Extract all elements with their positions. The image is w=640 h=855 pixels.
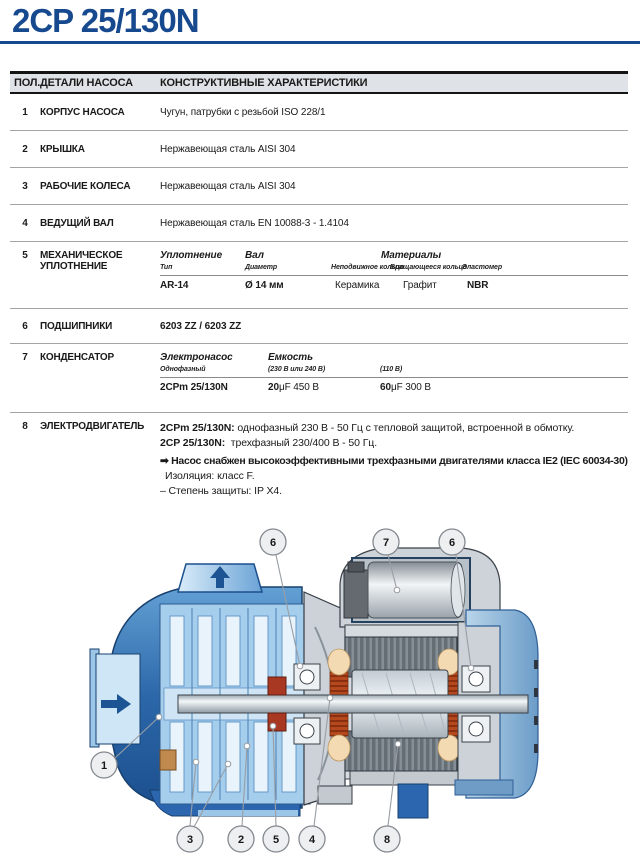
row-number: 8 bbox=[22, 421, 28, 432]
voltage-110-subheader: (110 В) bbox=[380, 366, 403, 373]
elastomer-subheader: Эластомер bbox=[462, 264, 503, 271]
table-row-bearings bbox=[10, 309, 628, 344]
title-underline bbox=[0, 41, 640, 44]
part-characteristics: Нержавеющая сталь EN 10088-3 - 1.4104 bbox=[160, 217, 349, 229]
drain-plug bbox=[160, 750, 176, 770]
diameter-subheader: Диаметр bbox=[245, 264, 278, 271]
row-number: 1 bbox=[22, 106, 28, 118]
table-row-cover bbox=[10, 131, 628, 168]
row-number: 6 bbox=[22, 320, 28, 332]
part-name: ЭЛЕКТРОДВИГАТЕЛЬ bbox=[40, 421, 145, 432]
motor-three-phase-line bbox=[160, 436, 628, 451]
row-number: 7 bbox=[22, 352, 28, 363]
rotating-ring-subheader: Вращающееся кольцо bbox=[390, 264, 467, 271]
callout-motor: 8 bbox=[383, 834, 391, 846]
part-characteristics: Нержавеющая сталь AISI 304 bbox=[160, 143, 296, 155]
capacity-230-value bbox=[268, 382, 319, 393]
voltage-230-subheader: (230 В или 240 В) bbox=[268, 366, 326, 373]
pump-shaft bbox=[178, 695, 528, 713]
subtable-divider bbox=[160, 377, 628, 378]
part-name: МЕХАНИЧЕСКОЕ УПЛОТНЕНИЕ bbox=[40, 250, 123, 272]
motor-model-three: 2CP 25/130N: bbox=[160, 437, 226, 449]
shaft-header: Вал bbox=[245, 250, 264, 261]
motor-insulation-line: Изоляция: класс F. bbox=[165, 470, 255, 482]
motor-three-text: трехфазный 230/400 В - 50 Гц. bbox=[230, 437, 378, 449]
table-row-capacitor bbox=[10, 344, 628, 413]
table-header-row bbox=[10, 71, 628, 94]
motor-note-text: Насос снабжен высокоэффективными трехфазными двигателями класса IE2 (IEC 60034-30) bbox=[171, 455, 628, 467]
part-name: КРЫШКА bbox=[40, 143, 85, 155]
table-row-impellers bbox=[10, 168, 628, 205]
mechanical-seal-top bbox=[268, 677, 286, 695]
capacitor-subtable bbox=[160, 352, 628, 406]
subtable-divider bbox=[160, 275, 628, 276]
table-row-shaft bbox=[10, 205, 628, 242]
row-number: 5 bbox=[22, 250, 28, 261]
shaft-diameter-value: Ø 14 мм bbox=[245, 280, 284, 291]
bracket-foot bbox=[318, 786, 352, 804]
pump-model-value: 2CPm 25/130N bbox=[160, 382, 228, 393]
arrow-right-icon: ➡ bbox=[160, 455, 169, 467]
page-title: 2CP 25/130N bbox=[12, 2, 199, 39]
callout-seal: 5 bbox=[272, 834, 280, 846]
fan-cover-base bbox=[455, 780, 513, 795]
motor-description bbox=[160, 421, 628, 499]
seal-header: Уплотнение bbox=[160, 250, 223, 261]
col-header-position: ПОЛ. bbox=[14, 77, 41, 89]
pump-base-strip bbox=[198, 810, 298, 816]
rotating-ring-value: Графит bbox=[403, 280, 437, 291]
seal-subtable bbox=[160, 250, 628, 306]
part-name: КОРПУС НАСОСА bbox=[40, 106, 125, 118]
callout-shaft: 4 bbox=[308, 834, 316, 846]
motor-efficiency-note bbox=[160, 454, 628, 469]
part-name: РАБОЧИЕ КОЛЕСА bbox=[40, 180, 131, 192]
stationary-ring-subheader: Неподвижное кольцо bbox=[331, 264, 404, 271]
callout-bearing-left: 6 bbox=[269, 537, 277, 549]
part-name: КОНДЕНСАТОР bbox=[40, 352, 114, 363]
materials-header: Материалы bbox=[380, 250, 442, 261]
callout-impellers: 3 bbox=[186, 834, 194, 846]
motor-protection-line: – Степень защиты: IP X4. bbox=[160, 485, 282, 497]
capacity-230-number: 20 bbox=[268, 382, 279, 393]
motor-foot bbox=[398, 784, 428, 818]
capacitor-cylinder bbox=[368, 562, 462, 618]
row-number: 4 bbox=[22, 217, 28, 229]
stationary-ring-value: Керамика bbox=[335, 280, 380, 291]
terminal-block bbox=[344, 570, 368, 618]
seal-type-value: AR-14 bbox=[160, 280, 189, 291]
terminal-block-top bbox=[348, 562, 364, 572]
part-name: ПОДШИПНИКИ bbox=[40, 320, 113, 332]
single-phase-subheader: Однофазный bbox=[160, 366, 206, 373]
motor-single-phase-line bbox=[160, 421, 628, 436]
row-number: 2 bbox=[22, 143, 28, 155]
part-characteristics: Нержавеющая сталь AISI 304 bbox=[160, 180, 296, 192]
capacity-230-unit: μF 450 В bbox=[278, 382, 319, 393]
capacity-110-value bbox=[380, 382, 431, 393]
capacity-header: Емкость bbox=[268, 352, 313, 363]
table-row-mechanical-seal bbox=[10, 242, 628, 309]
electropump-header: Электронасос bbox=[160, 352, 233, 363]
pump-cross-section-diagram bbox=[0, 492, 640, 855]
parts-table bbox=[10, 71, 628, 513]
callout-bearing-right: 6 bbox=[448, 537, 456, 549]
capacity-110-number: 60 bbox=[380, 382, 391, 393]
motor-single-text: однофазный 230 В - 50 Гц с тепловой защитой, встроенной в обмотку. bbox=[237, 422, 575, 434]
col-header-parts: ДЕТАЛИ НАСОСА bbox=[40, 77, 133, 89]
part-name: ВЕДУЩИЙ ВАЛ bbox=[40, 217, 114, 229]
elastomer-value: NBR bbox=[467, 280, 489, 291]
capacity-110-unit: μF 300 В bbox=[390, 382, 431, 393]
table-row-pump-body bbox=[10, 94, 628, 131]
callout-cover: 2 bbox=[237, 834, 245, 846]
motor-model-single: 2CPm 25/130N: bbox=[160, 422, 235, 434]
callout-capacitor: 7 bbox=[382, 537, 390, 549]
part-characteristics: 6203 ZZ / 6203 ZZ bbox=[160, 320, 242, 332]
col-header-characteristics: КОНСТРУКТИВНЫЕ ХАРАКТЕРИСТИКИ bbox=[160, 77, 368, 89]
callout-pump-body: 1 bbox=[100, 760, 108, 772]
type-subheader: Тип bbox=[160, 264, 173, 271]
row-number: 3 bbox=[22, 180, 28, 192]
part-characteristics: Чугун, патрубки с резьбой ISO 228/1 bbox=[160, 106, 326, 118]
